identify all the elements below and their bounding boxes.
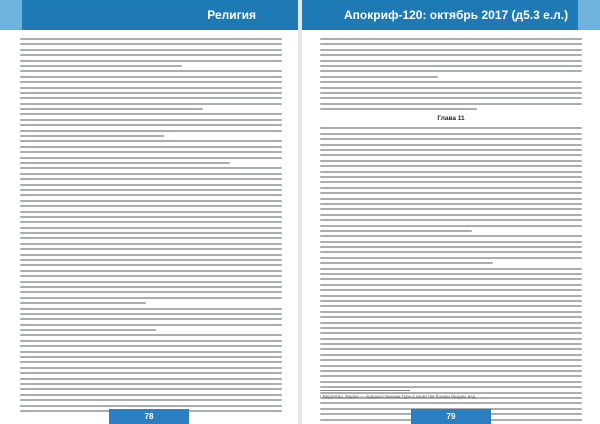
text-line [320, 203, 582, 205]
text-line [320, 49, 582, 51]
text-line [20, 76, 282, 78]
text-line [20, 345, 282, 347]
text-line [320, 149, 582, 151]
text-line [20, 388, 282, 390]
right-page-number: 79 [411, 409, 491, 424]
text-line [20, 227, 282, 229]
text-line [320, 311, 582, 313]
text-line [320, 214, 582, 216]
text-line [20, 162, 230, 164]
text-line [20, 243, 282, 245]
footnote: ¹ Вероятно, Фадна — предшественник Гуре в качестве богини бездны вод. [320, 394, 477, 399]
left-header-edge [0, 0, 22, 30]
right-page [302, 0, 600, 424]
text-line [320, 97, 582, 99]
text-line [20, 211, 282, 213]
text-line [320, 295, 582, 297]
text-line [20, 259, 282, 261]
text-line [320, 316, 582, 318]
text-line [320, 76, 438, 78]
text-line [320, 54, 582, 56]
text-line [320, 235, 582, 237]
text-line [20, 254, 282, 256]
text-line [320, 289, 582, 291]
text-line [320, 268, 582, 270]
text-line [20, 372, 282, 374]
text-line [20, 232, 282, 234]
text-line [320, 386, 582, 388]
paragraph [320, 38, 582, 78]
text-line [320, 332, 582, 334]
text-line [20, 248, 282, 250]
text-line [20, 173, 282, 175]
text-line [20, 194, 282, 196]
text-line [320, 81, 582, 83]
text-line [320, 381, 582, 383]
text-line [20, 151, 282, 153]
left-page-header [0, 0, 298, 30]
text-line [20, 70, 282, 72]
text-line [320, 241, 582, 243]
text-line [20, 146, 282, 148]
text-line [320, 322, 582, 324]
text-line [20, 286, 282, 288]
text-line [20, 113, 282, 115]
text-line [320, 171, 582, 173]
text-line [20, 216, 282, 218]
text-line [320, 192, 582, 194]
left-page-number: 78 [109, 409, 189, 424]
paragraph [20, 70, 282, 110]
text-line [320, 230, 472, 232]
text-line [320, 246, 582, 248]
left-page [0, 0, 298, 424]
text-line [20, 399, 282, 401]
text-line [320, 402, 582, 404]
text-line [20, 103, 282, 105]
text-line [320, 273, 582, 275]
text-line [20, 367, 282, 369]
text-line [20, 38, 282, 40]
text-line [20, 340, 282, 342]
text-line [320, 43, 582, 45]
text-line [20, 270, 282, 272]
text-line [20, 356, 282, 358]
right-section-title: Апокриф-120: октябрь 2017 (д5.3 е.л.) [344, 8, 569, 22]
text-line [320, 144, 582, 146]
text-line [320, 375, 582, 377]
paragraph [320, 127, 582, 231]
text-line [20, 318, 282, 320]
text-line [20, 130, 282, 132]
text-line [20, 237, 282, 239]
text-line [320, 359, 582, 361]
footnote-rule [320, 390, 410, 391]
text-line [320, 60, 582, 62]
text-line [320, 103, 582, 105]
text-line [320, 127, 582, 129]
text-line [20, 351, 282, 353]
text-line [20, 119, 282, 121]
text-line [320, 165, 582, 167]
text-line [20, 184, 282, 186]
paragraph [20, 113, 282, 137]
text-line [20, 54, 282, 56]
text-line [320, 65, 582, 67]
paragraph [320, 81, 582, 110]
text-line [320, 370, 582, 372]
text-line [20, 205, 282, 207]
text-line [320, 365, 582, 367]
text-line [20, 200, 282, 202]
text-line [20, 281, 282, 283]
text-line [20, 264, 282, 266]
text-line [320, 181, 582, 183]
text-line [20, 221, 282, 223]
text-line [320, 208, 582, 210]
paragraph [20, 308, 282, 332]
text-line [20, 378, 282, 380]
text-line [320, 225, 582, 227]
text-line [20, 189, 282, 191]
text-line [20, 65, 182, 67]
paragraph [20, 38, 282, 67]
text-line [320, 278, 582, 280]
left-text-column [20, 38, 282, 415]
text-line [20, 157, 282, 159]
text-line [20, 81, 282, 83]
text-line [20, 167, 282, 169]
text-line [320, 70, 582, 72]
text-line [320, 219, 582, 221]
text-line [320, 92, 582, 94]
text-line [320, 284, 582, 286]
text-line [320, 176, 582, 178]
right-text-column [320, 38, 582, 424]
text-line [20, 308, 282, 310]
text-line [20, 108, 203, 110]
text-line [20, 405, 282, 407]
text-line [20, 361, 282, 363]
text-line [20, 124, 282, 126]
text-line [20, 275, 282, 277]
text-line [20, 60, 282, 62]
paragraph [320, 268, 582, 424]
text-line [20, 178, 282, 180]
paragraph [20, 334, 282, 411]
text-line [320, 262, 493, 264]
text-line [20, 324, 282, 326]
text-line [20, 97, 282, 99]
text-line [320, 160, 582, 162]
text-line [20, 49, 282, 51]
text-line [320, 154, 582, 156]
text-line [320, 87, 582, 89]
paragraph [20, 167, 282, 304]
text-line [20, 135, 164, 137]
text-line [320, 354, 582, 356]
text-line [320, 198, 582, 200]
text-line [320, 133, 582, 135]
text-line [320, 348, 582, 350]
left-section-title: Религия [207, 8, 256, 22]
paragraph [320, 235, 582, 264]
text-line [320, 257, 582, 259]
text-line [320, 187, 582, 189]
text-line [20, 297, 282, 299]
text-line [20, 394, 282, 396]
text-line [20, 291, 282, 293]
text-line [320, 343, 582, 345]
text-line [20, 302, 146, 304]
text-line [320, 251, 582, 253]
text-line [20, 329, 156, 331]
text-line [20, 383, 282, 385]
text-line [20, 334, 282, 336]
text-line [20, 87, 282, 89]
right-header-edge [578, 0, 600, 30]
right-page-header [302, 0, 600, 30]
paragraph [20, 140, 282, 164]
text-line [320, 327, 582, 329]
text-line [20, 313, 282, 315]
text-line [20, 92, 282, 94]
text-line [320, 338, 582, 340]
text-line [320, 300, 582, 302]
text-line [320, 305, 582, 307]
text-line [320, 38, 582, 40]
text-line [320, 138, 582, 140]
text-line [320, 108, 477, 110]
chapter-heading: Глава 11 [437, 115, 465, 123]
text-line [20, 43, 282, 45]
text-line [20, 140, 282, 142]
